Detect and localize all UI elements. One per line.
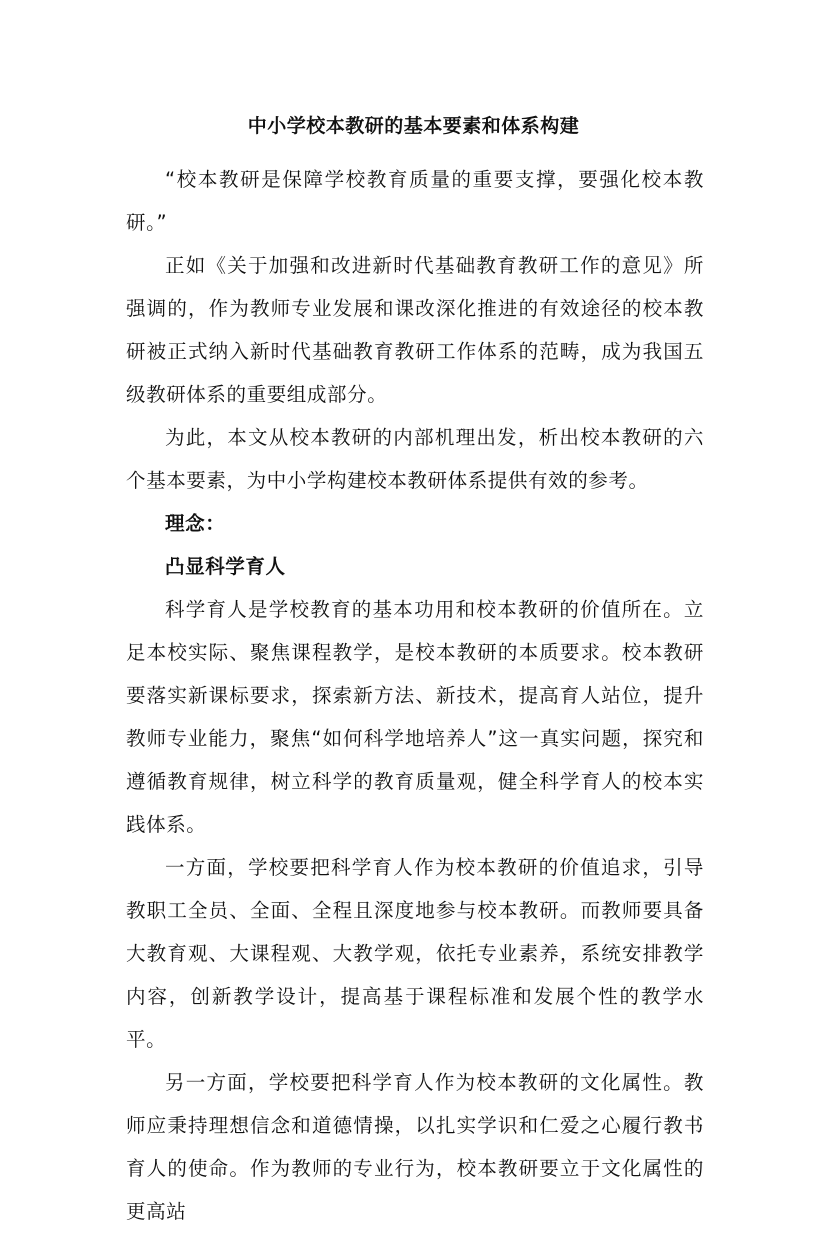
body-paragraph: 科学育人是学校教育的基本功用和校本教研的价值所在。立足本校实际、聚焦课程教学，是校本教研的本质要求。校本教研要落实新课标要求，探索新方法、新技术，提高育人站位，提升教师专业能力，聚焦“如何科学地培养人”这一真实问题，探究和遵循教育规律，树立科学的教育质量观，健全科学育人的校本实践体系。 bbox=[126, 598, 704, 836]
body-paragraph: 另一方面，学校要把科学育人作为校本教研的文化属性。教师应秉持理想信念和道德情操，以扎实学识和仁爱之心履行教书育人的使命。作为教师的专业行为，校本教研要立于文化属性的更高站 bbox=[126, 1071, 704, 1223]
subsection-heading: 凸显科学育人 bbox=[165, 555, 286, 578]
body-paragraph: 正如《关于加强和改进新时代基础教育教研工作的意见》所强调的，作为教师专业发展和课改深化推进的有效途径的校本教研被正式纳入新时代基础教育教研工作体系的范畴，成为我国五级教研体系的重要组成部分。 bbox=[126, 254, 704, 406]
body-paragraph: 一方面，学校要把科学育人作为校本教研的价值追求，引导教职工全员、全面、全程且深度地参与校本教研。而教师要具备大教育观、大课程观、大教学观，依托专业素养，系统安排教学内容，创新教学设计，提高基于课程标准和发展个性的教学水平。 bbox=[126, 856, 704, 1051]
section-heading: 理念： bbox=[165, 512, 226, 535]
body-paragraph: 为此，本文从校本教研的内部机理出发，析出校本教研的六个基本要素，为中小学构建校本教研体系提供有效的参考。 bbox=[126, 426, 704, 492]
quote-paragraph: “校本教研是保障学校教育质量的重要支撑，要强化校本教研。” bbox=[126, 168, 704, 234]
document-body bbox=[126, 158, 704, 1233]
document-title: 中小学校本教研的基本要素和体系构建 bbox=[247, 115, 580, 137]
